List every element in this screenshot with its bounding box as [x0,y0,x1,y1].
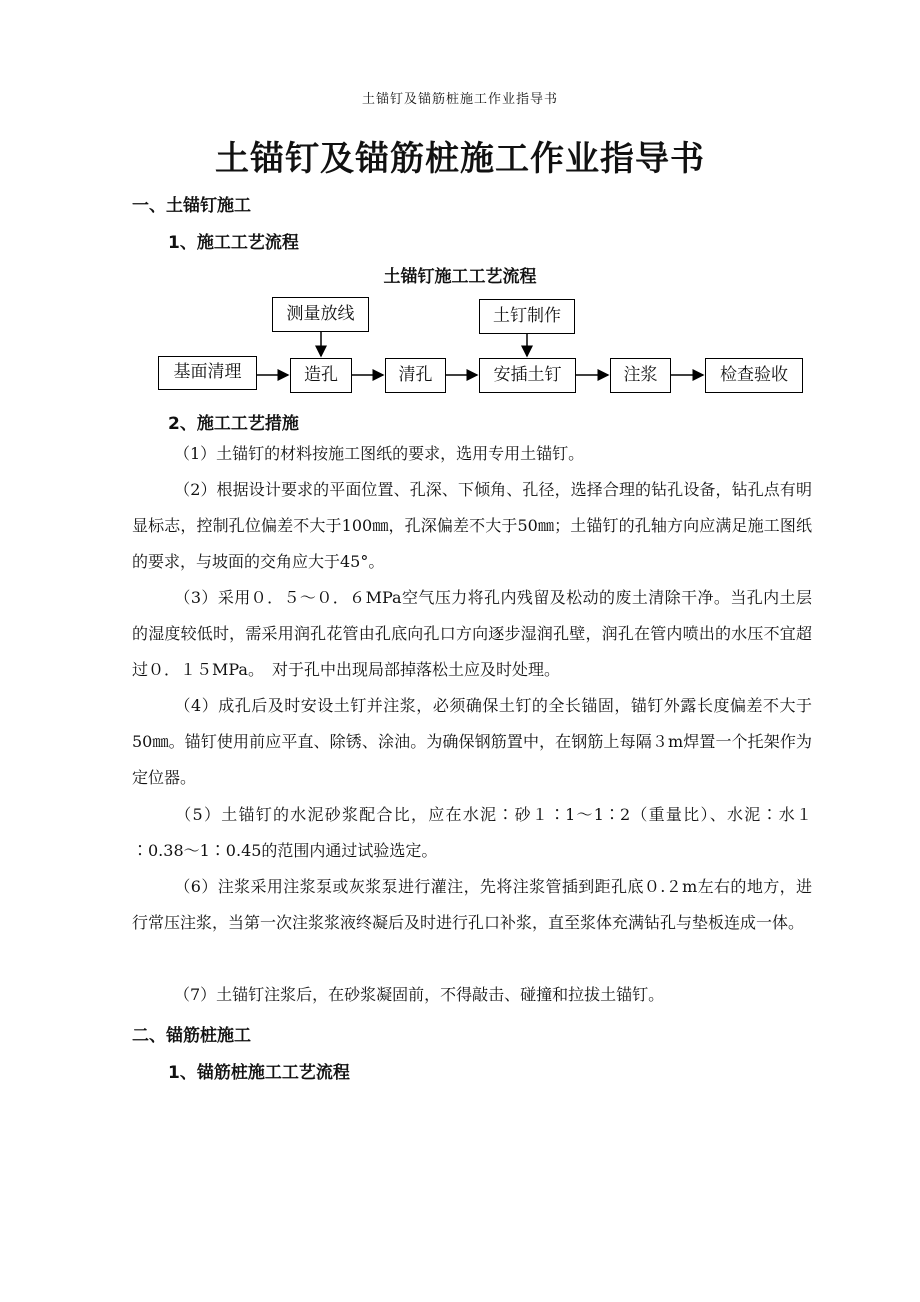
paragraph-6: （6）注浆采用注浆泵或灰浆泵进行灌注，先将注浆管插到距孔底０.２m左右的地方，进行常压注浆，当第一次注浆浆液终凝后及时进行孔口补浆，直至浆体充满钻孔与垫板连成一体。 [132,877,812,932]
section-1-heading: 一、土锚钉施工 [132,196,251,216]
flow-box-survey: 测量放线 [272,297,369,332]
flowchart-title: 土锚钉施工工艺流程 [383,267,537,287]
flow-box-step-3: 清孔 [385,358,446,393]
paragraph-5: （5）土锚钉的水泥砂浆配合比，应在水泥∶砂１∶1～1∶2（重量比）、水泥∶水１∶0.38～1∶0.45的范围内通过试验选定。 [132,805,812,860]
paragraph-2: （2）根据设计要求的平面位置、孔深、下倾角、孔径，选择合理的钻孔设备，钻孔点有明显标志，控制孔位偏差不大于100㎜，孔深偏差不大于50㎜；土锚钉的孔轴方向应满足施工图纸的要求，与坡面的交角应大于45°。 [132,480,812,571]
section-2-sub-1: 1、锚筋桩施工工艺流程 [168,1063,350,1083]
document-title: 土锚钉及锚筋桩施工作业指导书 [215,139,705,179]
flow-box-step-2: 造孔 [290,358,352,393]
flow-box-nail-fabrication: 土钉制作 [479,299,575,334]
paragraph-7: （7）土锚钉注浆后，在砂浆凝固前，不得敲击、碰撞和拉拔土锚钉。 [174,985,665,1004]
flow-box-step-5: 注浆 [610,358,671,393]
flow-box-step-6: 检查验收 [705,358,803,393]
flowchart-arrows [0,0,920,420]
paragraph-4: （4）成孔后及时安设土钉并注浆，必须确保土钉的全长锚固，锚钉外露长度偏差不大于50㎜。锚钉使用前应平直、除锈、涂油。为确保钢筋置中，在钢筋上每隔３m焊置一个托架作为定位器。 [132,696,812,787]
section-1-sub-2: 2、施工工艺措施 [168,414,299,434]
flow-box-step-4: 安插土钉 [479,358,576,393]
flow-box-step-1: 基面清理 [158,356,257,390]
paragraph-1: （1）土锚钉的材料按施工图纸的要求，选用专用土锚钉。 [174,444,585,463]
running-header: 土锚钉及锚筋桩施工作业指导书 [361,92,558,107]
section-1-sub-1: 1、施工工艺流程 [168,233,299,253]
section-2-heading: 二、锚筋桩施工 [132,1026,251,1046]
paragraph-3: （3）采用０．５～０．６MPa空气压力将孔内残留及松动的废土清除干净。当孔内土层的湿度较低时，需采用润孔花管由孔底向孔口方向逐步湿润孔壁，润孔在管内喷出的水压不宜超过０．１５MPa。 对于孔中出现局部掉落松土应及时处理。 [132,588,812,679]
